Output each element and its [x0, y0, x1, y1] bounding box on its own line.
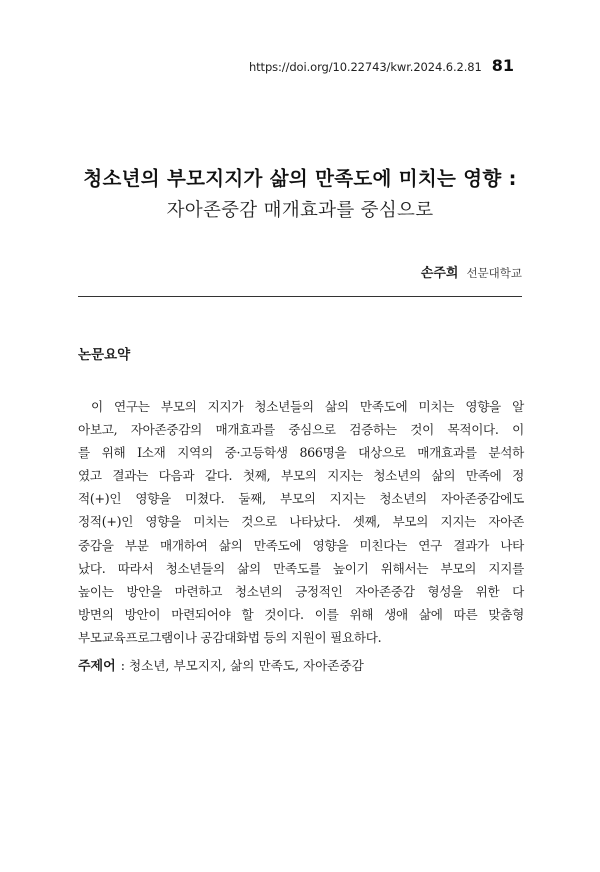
abstract-line: 였고 결과는 다음과 같다. 첫째, 부모의 지지는 청소년의 삶의 만족에 정 — [78, 468, 524, 484]
abstract-line: 이 연구는 부모의 지지가 청소년들의 삶의 만족도에 미치는 영향을 알 — [91, 399, 524, 414]
abstract-line: 를 위해 I소재 지역의 중·고등학생 866명을 대상으로 매개효과를 분석하 — [78, 445, 524, 461]
author-line — [421, 262, 522, 281]
abstract-heading: 논문요약 — [78, 347, 131, 363]
running-header — [249, 56, 514, 75]
keywords-text: 청소년, 부모지지, 삶의 만족도, 자아존중감 — [128, 658, 364, 673]
author-affiliation: 선문대학교 — [466, 266, 522, 280]
keywords-label: 주제어 — [78, 659, 116, 674]
abstract-line: 정적(+)인 영향을 미치는 것으로 나타났다. 셋째, 부모의 지지는 자아존 — [78, 514, 524, 530]
doi-link[interactable]: https://doi.org/10.22743/kwr.2024.6.2.81 — [248, 60, 482, 74]
page-number: 81 — [491, 56, 514, 75]
abstract-line: 아보고, 자아존중감의 매개효과를 중심으로 검증하는 것이 목적이다. 이 — [78, 422, 524, 438]
abstract-line: 높이는 방안을 마련하고 청소년의 긍정적인 자아존중감 형성을 위한 다 — [78, 583, 524, 599]
abstract-line: 방면의 방안이 마련되어야 할 것이다. 이를 위해 생애 삶에 따른 맞춤형 — [78, 606, 524, 622]
title-divider — [78, 296, 522, 297]
keywords-separator: : — [120, 658, 125, 673]
author-name: 손주희 — [420, 266, 459, 281]
paper-subtitle: 자아존중감 매개효과를 중심으로 — [166, 200, 434, 221]
abstract-line: 부모교육프로그램이나 공감대화법 등의 지원이 필요하다. — [78, 629, 382, 645]
abstract-line: 났다. 따라서 청소년들의 삶의 만족도를 높이기 위해서는 부모의 지지를 — [78, 560, 524, 576]
keywords — [78, 655, 364, 674]
paper-title: 청소년의 부모지지가 삶의 만족도에 미치는 영향 : — [83, 167, 517, 190]
abstract-line: 적(+)인 영향을 미쳤다. 둘째, 부모의 지지는 청소년의 자아존중감에도 — [78, 491, 524, 507]
abstract-line: 중감을 부분 매개하여 삶의 만족도에 영향을 미친다는 연구 결과가 나타 — [78, 537, 524, 553]
abstract-body — [78, 395, 524, 649]
